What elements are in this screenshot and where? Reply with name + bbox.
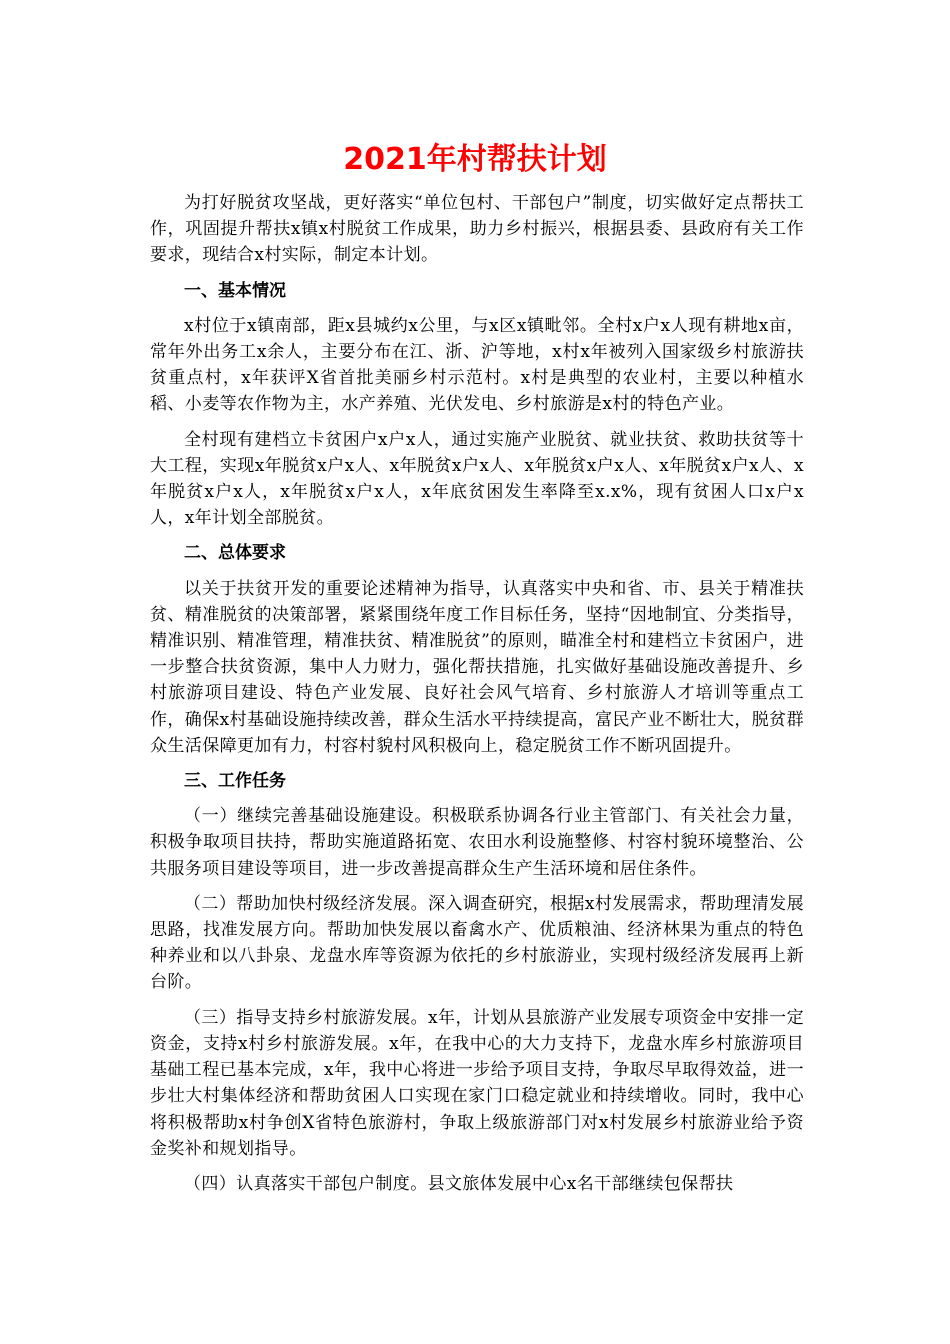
overall-requirements-paragraph: 以关于扶贫开发的重要论述精神为指导，认真落实中央和省、市、县关于精准扶贫、精准脱贫的决策部署，紧紧围绕年度工作目标任务，坚持“因地制宜、分类指导，精准识别、精准管理，精准扶贫、精准脱贫”的原则，瞄准全村和建档立卡贫困户，进一步整合扶贫资源，集中人力财力，强化帮扶措施，扎实做好基础设施改善提升、乡村旅游项目建设、特色产业发展、良好社会风气培育、乡村旅游人才培训等重点工作，确保x村基础设施持续改善，群众生活水平持续提高，富民产业不断壮大，脱贫群众生活保障更加有力，村容村貌村风积极向上，稳定脱贫工作不断巩固提升。 [150, 578, 804, 756]
intro-paragraph: 为打好脱贫攻坚战，更好落实“单位包村、干部包户”制度，切实做好定点帮扶工作，巩固提升帮扶x镇x村脱贫工作成果，助力乡村振兴，根据县委、县政府有关工作要求，现结合x村实际，制定本计划。 [150, 193, 804, 266]
document-body [150, 190, 804, 1206]
work-task-1-paragraph: （一）继续完善基础设施建设。积极联系协调各行业主管部门、有关社会力量，积极争取项目扶持，帮助实施道路拓宽、农田水利设施整修、村容村貌环境整治、公共服务项目建设等项目，进一步改善提高群众生产生活环境和居住条件。 [150, 806, 804, 879]
work-task-3-paragraph: （三）指导支持乡村旅游发展。x年，计划从县旅游产业发展专项资金中安排一定资金，支持x村乡村旅游发展。x年，在我中心的大力支持下，龙盘水库乡村旅游项目基础工程已基本完成，x年，我中心将进一步给予项目支持，争取尽早取得效益，进一步壮大村集体经济和帮助贫困人口实现在家门口稳定就业和持续增收。同时，我中心将积极帮助x村争创X省特色旅游村，争取上级旅游部门对x村发展乡村旅游业给予资金奖补和规划指导。 [150, 1007, 804, 1159]
work-task-2-paragraph: （二）帮助加快村级经济发展。深入调查研究，根据x村发展需求，帮助理清发展思路，找准发展方向。帮助加快发展以畜禽水产、优质粮油、经济林果为重点的特色种养业和以八卦泉、龙盘水库等资源为依托的乡村旅游业，实现村级经济发展再上新台阶。 [150, 893, 804, 993]
basic-situation-paragraph-1: x村位于x镇南部，距x县城约x公里，与x区x镇毗邻。全村x户x人现有耕地x亩，常年外出务工x余人，主要分布在江、浙、沪等地，x村x年被列入国家级乡村旅游扶贫重点村，x年获评X省首批美丽乡村示范村。x村是典型的农业村，主要以种植水稻、小麦等农作物为主，水产养殖、光伏发电、乡村旅游是x村的特色产业。 [150, 315, 804, 415]
basic-situation-paragraph-2: 全村现有建档立卡贫困户x户x人，通过实施产业脱贫、就业扶贫、救助扶贫等十大工程，实现x年脱贫x户x人、x年脱贫x户x人、x年脱贫x户x人、x年脱贫x户x人、x年脱贫x户x人，x年脱贫x户x人，x年底贫困发生率降至x.x%，现有贫困人口x户x人，x年计划全部脱贫。 [150, 429, 804, 529]
section-heading-work-tasks: 三、工作任务 [184, 771, 286, 792]
section-heading-basic-situation: 一、基本情况 [184, 280, 286, 301]
work-task-4-paragraph: （四）认真落实干部包户制度。县文旅体发展中心x名干部继续包保帮扶 [184, 1173, 734, 1194]
section-heading-overall-requirements: 二、总体要求 [184, 543, 286, 564]
document-title: 2021年村帮扶计划 [343, 142, 607, 177]
